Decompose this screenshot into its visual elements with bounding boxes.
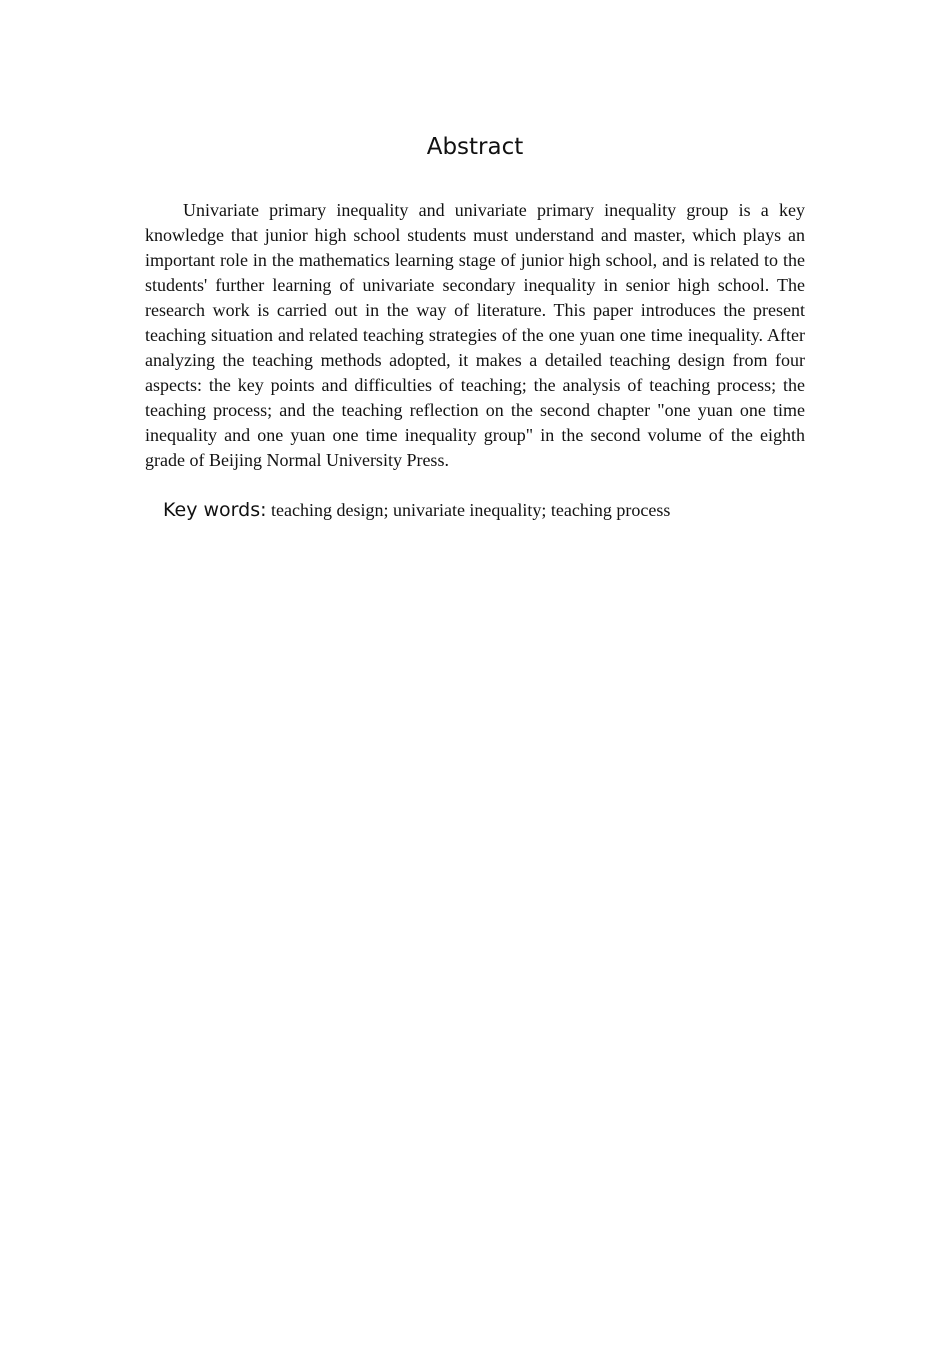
abstract-title: Abstract xyxy=(426,134,524,160)
keywords-label: Key words: xyxy=(163,499,267,521)
keywords-line xyxy=(163,497,803,525)
abstract-body: Univariate primary inequality and univariate primary inequality group is a key knowledge that junior high school students must understand and master, which plays an important role in the mathematics learning stage of junior high school, and is related to the students' further learning of univariate secondary inequality in senior high school. The research work is carried out in the way of literature. This paper introduces the present teaching situation and related teaching strategies of the one yuan one time inequality. After analyzing the teaching methods adopted, it makes a detailed teaching design from four aspects: the key points and difficulties of teaching; the analysis of teaching process; the teaching process; and the teaching reflection on the second chapter "one yuan one time inequality and one yuan one time inequality group" in the second volume of the eighth grade of Beijing Normal University Press. xyxy=(145,200,805,470)
keywords-text: teaching design; univariate inequality; teaching process xyxy=(266,500,671,520)
